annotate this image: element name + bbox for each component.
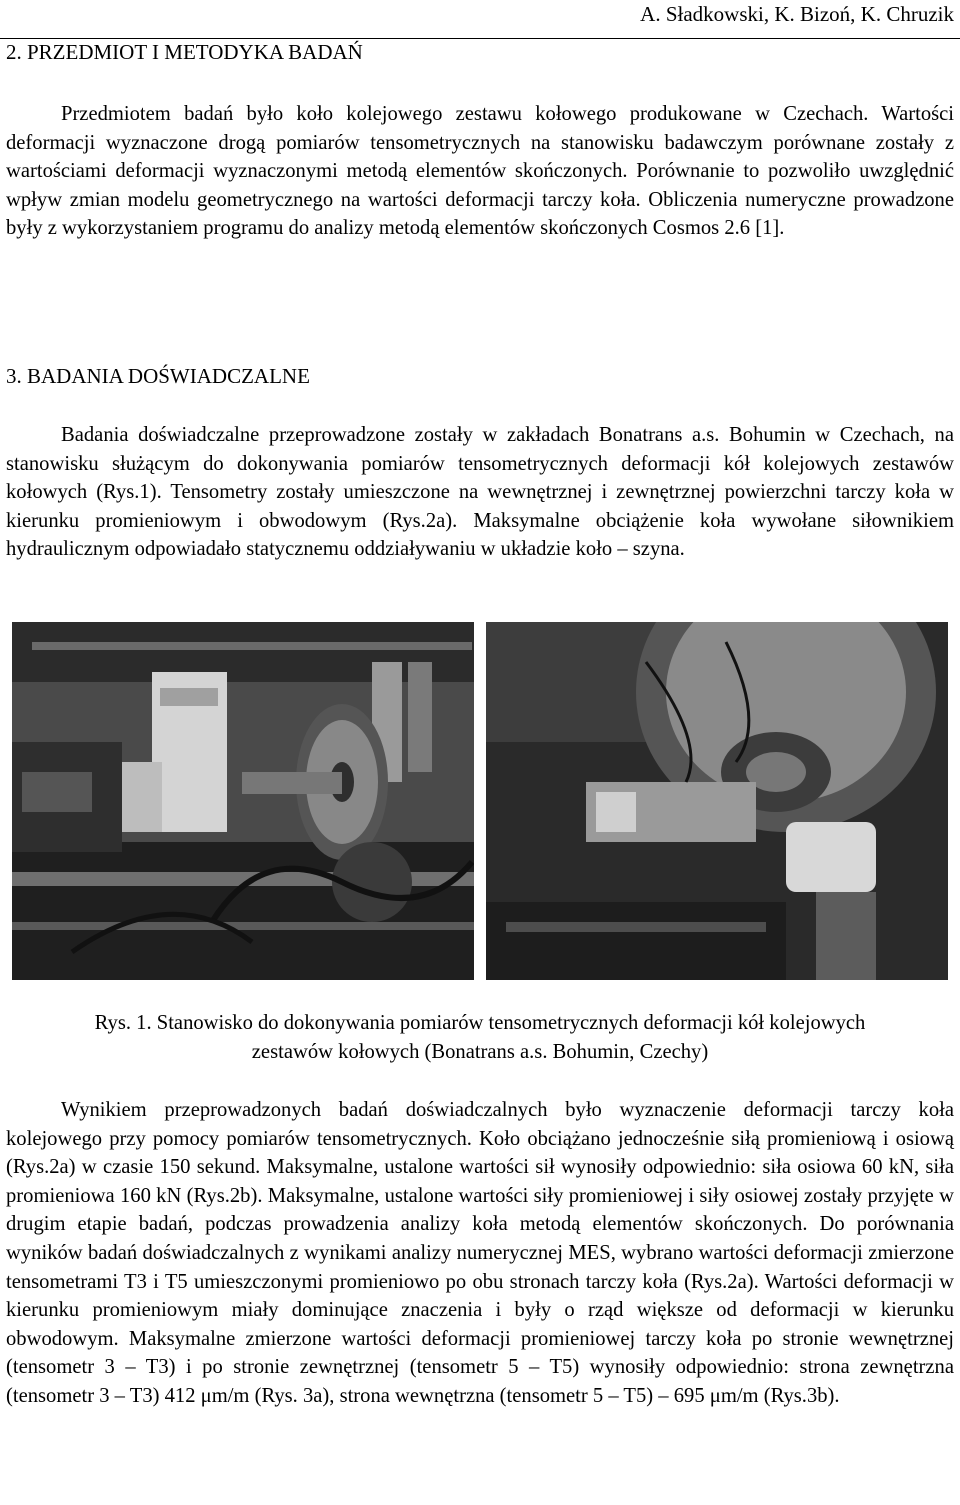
figure-caption-line-1: Rys. 1. Stanowisko do dokonywania pomiarów tensometrycznych deformacji kół kolejowych xyxy=(94,1012,866,1034)
figure-1-caption xyxy=(0,1009,960,1067)
header-authors: A. Sładkowski, K. Bizoń, K. Chruzik xyxy=(640,2,954,26)
test-stand-photo-left xyxy=(12,622,474,980)
figure-caption-line-2: zestawów kołowych (Bonatrans a.s. Bohumin, Czechy) xyxy=(251,1041,709,1063)
section-3-heading: 3. BADANIA DOŚWIADCZALNE xyxy=(6,364,310,388)
section-3-paragraph-1: Badania doświadczalne przeprowadzone zostały w zakładach Bonatrans a.s. Bohumin w Czechach, na stanowisku służącym do dokonywania pomiarów tensometrycznych deformacji kół kolejowych zestawów kołowych (Rys.1). Tensometry zostały umieszczone na wewnętrznej i zewnętrznej powierzchni tarczy koła w kierunku promieniowym i obwodowym (Rys.2a). Maksymalne obciążenie koła wywołane siłownikiem hydraulicznym odpowiadało statycznemu oddziaływaniu w układzie koło – szyna. xyxy=(6,424,954,561)
section-3-paragraph-2: Wynikiem przeprowadzonych badań doświadczalnych było wyznaczenie deformacji tarczy koła kolejowego przy pomocy pomiarów tensometrycznych. Koło obciążano jednocześnie siłą promieniową i osiową (Rys.2a) w czasie 150 sekund. Maksymalne, ustalone wartości sił wynosiły odpowiednio: siła osiowa 60 kN, siła promieniowa 160 kN (Rys.2b). Maksymalne, ustalone wartości siły promieniowej i siły osiowej zostały przyjęte w drugim etapie badań, podczas prowadzenia analizy koła metodą elementów skończonych. Do porównania wyników badań doświadczalnych z wynikami analizy numerycznej MES, wybrano wartości deformacji zmierzone tensometrami T3 i T5 umieszczonymi promieniowo po obu stronach tarczy koła (Rys.2a). Wartości deformacji w kierunku promieniowym miały dominujące znaczenia i były o rząd większe od deformacji w kierunku obwodowym. Maksymalne zmierzone wartości deformacji promieniowej tarczy koła po stronie wewnętrznej (tensometr 3 – T3) i po stronie zewnętrznej (tensometr 5 – T5) wynosiły odpowiednio: strona zewnętrzna (tensometr 3 – T3) 412 μm/m (Rys. 3a), strona wewnętrzna (tensometr 5 – T5) – 695 μm/m (Rys.3b). xyxy=(6,1099,954,1407)
figure-1 xyxy=(12,622,948,980)
test-stand-photo-right xyxy=(486,622,948,980)
page-header xyxy=(0,0,960,39)
section-2-heading: 2. PRZEDMIOT I METODYKA BADAŃ xyxy=(6,40,363,64)
section-2-paragraph: Przedmiotem badań było koło kolejowego zestawu kołowego produkowane w Czechach. Wartości deformacji wyznaczone drogą pomiarów tensometrycznych na stanowisku badawczym porównane zostały z wartościami deformacji wyznaczonymi metodą elementów skończonych. Porównanie to pozwoliło uwzględnić wpływ zmian modelu geometrycznego na wartości deformacji tarczy koła. Obliczenia numeryczne prowadzone były z wykorzystaniem programu do analizy metodą elementów skończonych Cosmos 2.6 [1]. xyxy=(6,103,954,240)
